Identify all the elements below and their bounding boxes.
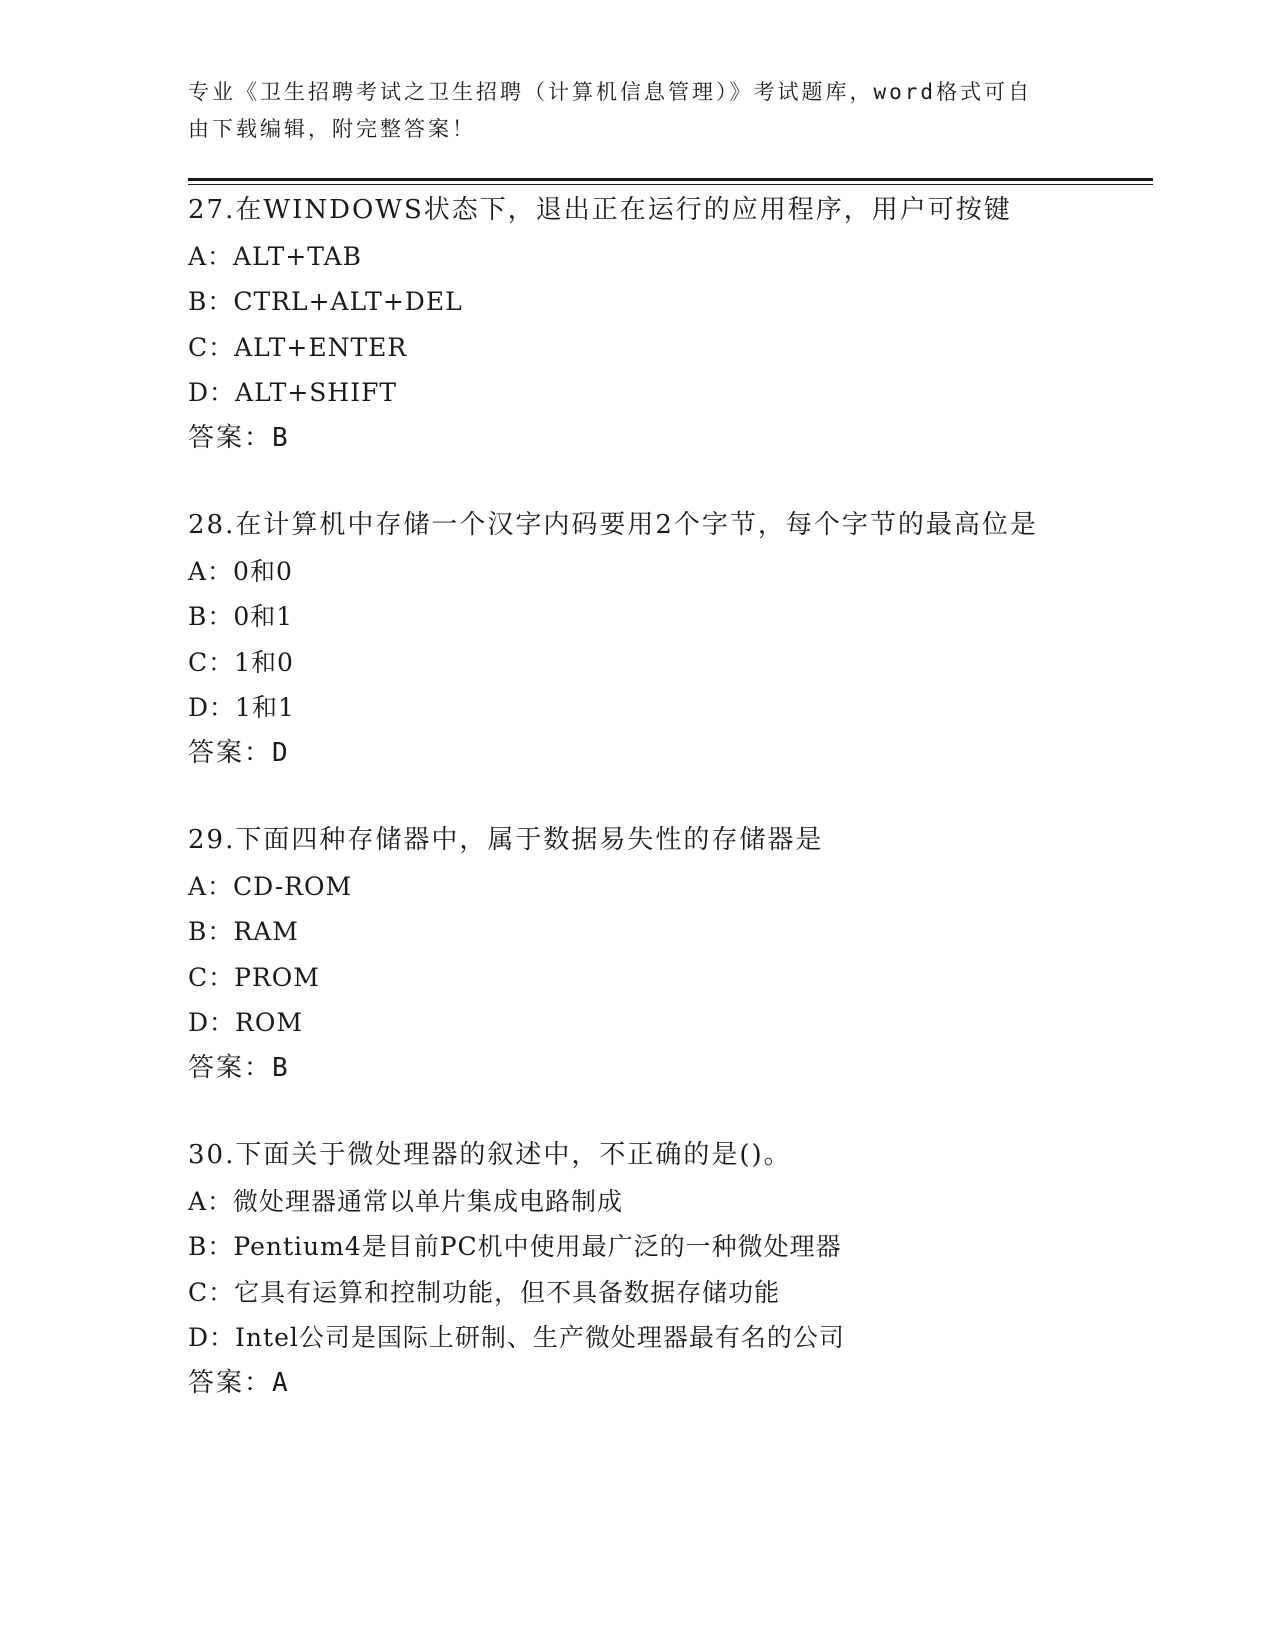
option-c: C：ALT+ENTER — [188, 332, 408, 362]
option-d: D：1和1 — [188, 693, 295, 722]
question-spacer — [188, 1091, 1148, 1133]
option-b: B：0和1 — [188, 602, 294, 631]
option-a: A：CD-ROM — [188, 871, 353, 901]
header-line-1: 专业《卫生招聘考试之卫生招聘（计算机信息管理）》考试题库，word格式可自 — [188, 80, 1033, 104]
answer-key: 答案：B — [188, 1052, 290, 1083]
answer-key: 答案：D — [188, 737, 290, 768]
option-a: A：微处理器通常以单片集成电路制成 — [188, 1186, 624, 1216]
answer-key: 答案：A — [188, 1367, 290, 1398]
document-header — [188, 74, 1068, 148]
option-d: D：ROM — [188, 1008, 303, 1037]
question-stem: 27.在WINDOWS状态下，退出正在运行的应用程序，用户可按键 — [188, 195, 1012, 225]
question-28 — [188, 503, 1148, 776]
option-c: C：1和0 — [188, 647, 294, 677]
header-line-2: 由下载编辑，附完整答案！ — [188, 117, 476, 141]
option-a: A：0和0 — [188, 556, 293, 586]
question-29 — [188, 818, 1148, 1091]
option-d: D：Intel公司是国际上研制、生产微处理器最有名的公司 — [188, 1323, 845, 1352]
header-divider-thin — [188, 184, 1153, 185]
question-stem: 29.下面四种存储器中，属于数据易失性的存储器是 — [188, 825, 824, 855]
option-b: B：Pentium4是目前PC机中使用最广泛的一种微处理器 — [188, 1232, 842, 1261]
question-spacer — [188, 461, 1148, 503]
question-30 — [188, 1133, 1148, 1406]
question-list — [188, 188, 1148, 1406]
option-c: C：它具有运算和控制功能，但不具备数据存储功能 — [188, 1277, 781, 1307]
option-a: A：ALT+TAB — [188, 241, 363, 271]
question-stem: 28.在计算机中存储一个汉字内码要用2个字节，每个字节的最高位是 — [188, 510, 1038, 540]
answer-key: 答案：B — [188, 422, 290, 453]
question-27 — [188, 188, 1148, 461]
question-spacer — [188, 776, 1148, 818]
header-divider-thick — [188, 178, 1153, 181]
question-stem: 30.下面关于微处理器的叙述中，不正确的是()。 — [188, 1140, 792, 1170]
option-b: B：CTRL+ALT+DEL — [188, 287, 463, 316]
option-b: B：RAM — [188, 917, 299, 946]
option-d: D：ALT+SHIFT — [188, 378, 398, 407]
option-c: C：PROM — [188, 962, 320, 992]
